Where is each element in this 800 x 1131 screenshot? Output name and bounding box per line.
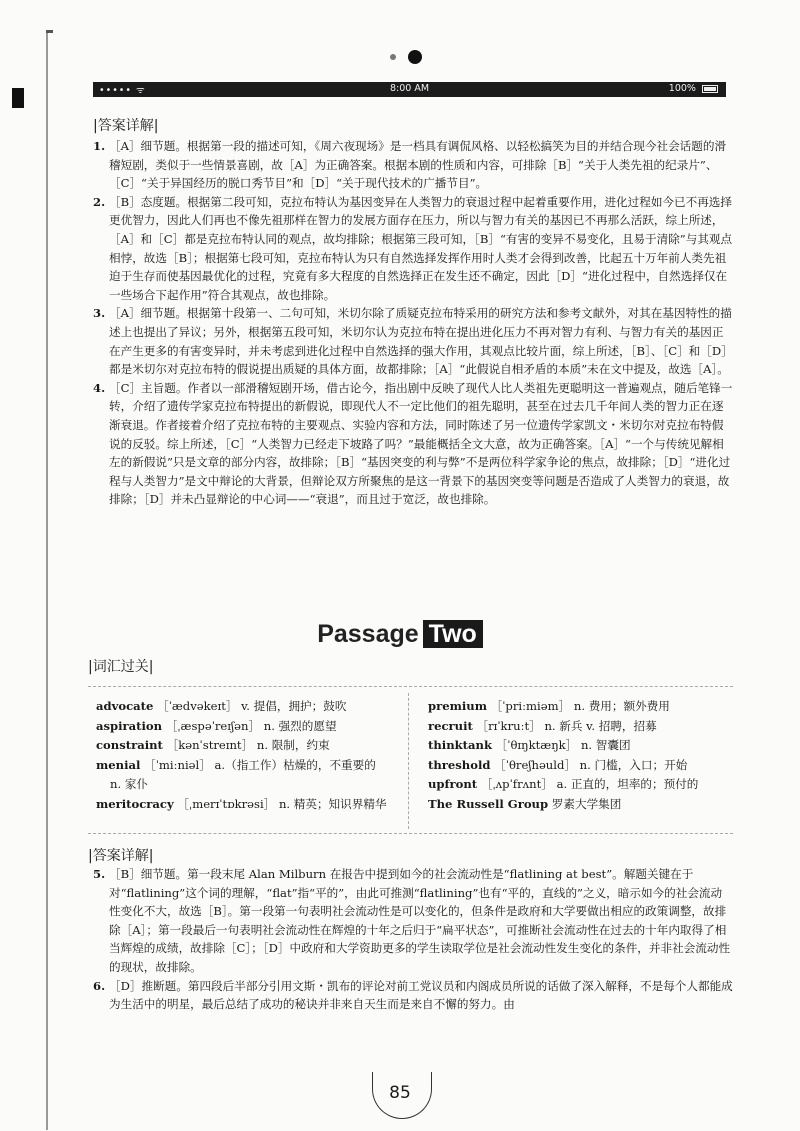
answer-text: ［B］态度题。根据第二段可知，克拉布特认为基因变异在人类智力的衰退过程中起着重要作用，进化过程如今已不再选择更优智力，因此人们再也不像先祖那样在智力的发展方面存在压力，所以与智力有关的基因已不再那么活跃，综上所述，［A］和［C］都是克拉布特认同的观点，故均排除；根据第三段可知，［B］“有害的变异不易变化，且易于清除”与其观点相悖，故选［B］；根据第七段可知，克拉布特认为只有自然选择发挥作用时人类才会得到改善，比起五十万年前人类先祖迫于生存而使基因最优化的过程，究竟有多大程度的自然选择正在发生还不确定，因此［D］“进化过程中，自然选择仅在一些场合下起作用”符合其观点，故也排除。 <box>109 194 733 302</box>
vocab-word: threshold <box>428 757 491 772</box>
answer-list-part1 <box>93 137 733 509</box>
vocab-entry <box>428 736 728 756</box>
vocab-column-right <box>428 697 728 814</box>
answer-number: 2. <box>93 194 106 209</box>
answer-list-part2 <box>93 865 733 1014</box>
device-camera-dot <box>408 50 422 64</box>
vocab-def: ［ˈθɪŋktæŋk］ n. 智囊团 <box>495 738 631 752</box>
answer-number: 1. <box>93 139 106 153</box>
vocab-def: ［ˌmerɪˈtɒkrəsi］ n. 精英；知识界精华 <box>177 796 387 811</box>
answer-text: ［C］主旨题。作者以一部滑稽短剧开场，借古论今，指出剧中反映了现代人比人类祖先更聪明这一普遍观点，随后笔锋一转，介绍了遗传学家克拉布特提出的新假说，即现代人不一定比他们的祖先聪明，甚至在过去几千年间人类的智力正在逐渐衰退。作者接着介绍了克拉布特的主要观点、实验内容和方法，同时陈述了另一位遗传学家凯文・米切尔对克拉布特假说的反驳。综上所述，［C］“人类智力已经走下坡路了吗？”最能概括全文大意，故为正确答案。［A］“一个与传统见解相左的新假说”只是文章的部分内容，故排除；［B］“基因突变的利与弊”不是两位科学家争论的焦点，故排除；［D］“进化过程与人类智力”是文中辩论的大背景，但辩论双方所聚焦的是这一背景下的基因突变等问题是否造成了人类智力的衰退，故排除；［D］并未凸显辩论的中心词——“衰退”，而且过于宽泛，故也排除。 <box>109 380 733 507</box>
vocab-def: ［ˈθreʃhəuld］ n. 门槛，入口；开始 <box>494 757 688 772</box>
vocab-column-left <box>96 697 406 814</box>
answer-item <box>93 137 733 193</box>
vocab-def: ［ˌæspəˈreɪʃən］ n. 强烈的愿望 <box>165 718 337 733</box>
passage-word: Passage <box>317 620 419 648</box>
answer-item <box>93 977 733 1014</box>
section-heading-answers: |答案详解| <box>93 118 159 134</box>
vocab-word: advocate <box>96 699 154 713</box>
section-heading-vocab: |词汇过关| <box>88 659 154 675</box>
answer-number: 3. <box>93 306 106 321</box>
vocab-def: 罗素大学集团 <box>551 796 622 811</box>
vocab-word: menial <box>96 757 141 772</box>
device-sensor-dot <box>390 54 396 60</box>
answer-item <box>93 193 733 305</box>
vocab-entry-continuation <box>96 775 406 795</box>
signal-indicator: ••••• ᯤ <box>99 85 146 96</box>
vocab-word: thinktank <box>428 738 492 752</box>
vocab-entry <box>96 736 406 756</box>
battery-status <box>669 83 718 94</box>
answer-text: ［D］推断题。第四段后半部分引用文斯・凯布的评论对前工党议员和内阁成员所说的话做了深入解释，不是每个人都能成为生活中的明星，最后总结了成功的秘诀并非来自天生而是来自不懈的努力。由 <box>109 978 733 1012</box>
vocab-entry <box>428 697 728 717</box>
vocab-entry <box>96 717 406 737</box>
page-left-rule-cap <box>46 30 53 33</box>
passage-title <box>0 620 800 649</box>
page-number: 85 <box>389 1083 411 1103</box>
battery-icon <box>702 85 718 93</box>
vocab-def: ［ˈædvəkeɪt］ v. 提倡，拥护；鼓吹 <box>157 699 347 713</box>
vocab-word: upfront <box>428 777 478 791</box>
vocab-entry <box>428 775 728 795</box>
answer-number: 6. <box>93 978 106 993</box>
vocab-def: ［ˈmiːniəl］ a.（指工作）枯燥的，不重要的 <box>144 757 376 772</box>
status-time: 8:00 AM <box>389 83 430 94</box>
vocab-word: constraint <box>96 738 163 752</box>
answer-text: ［B］细节题。第一段末尾 Alan Milburn 在报告中提到如今的社会流动性是“flatlining at best”。解题关键在于对“flatlining”这个词的理解，“flat”指“平的”，由此可推测“flatlining”也有“平的，直线的”之义，暗示如今的社会流动性变化不大，故选［B］。第一段第一句表明社会流动性是可以变化的，但条件是政府和大学要做出相应的政策调整，故排除［A］；第一段最后一句表明社会流动性在辉煌的十年之后归于“扁平状态”，可推断社会流动性在过去的十年内取得了相当辉煌的成绩，故排除［C］；［D］中政府和大学资助更多的学生读取学位是社会流动性发生变化的条件，并非社会流动性的现状，故排除。 <box>109 867 731 974</box>
vocab-word: recruit <box>428 718 473 733</box>
vocab-entry <box>96 795 406 815</box>
vocab-entry <box>428 717 728 737</box>
answer-text: ［A］细节题。根据第一段的描述可知，《周六夜现场》是一档具有调侃风格、以轻松搞笑为目的并结合现今社会话题的滑稽短剧，类似于一些情景喜剧，故［A］为正确答案。根据本剧的性质和内容，可排除［B］“关于人类先祖的纪录片”、［C］“关于异国经历的脱口秀节目”和［D］“关于现代技术的广播节目”。 <box>109 139 727 191</box>
vocab-divider <box>408 693 409 829</box>
answer-number: 5. <box>93 867 106 881</box>
answer-item <box>93 865 733 977</box>
page-left-rule <box>46 30 48 1130</box>
left-edge-mark <box>12 88 24 108</box>
vocab-word: meritocracy <box>96 796 174 811</box>
vocab-def: ［rɪˈkruːt］ n. 新兵 v. 招聘，招募 <box>476 718 657 733</box>
vocab-box <box>88 686 733 834</box>
answer-item <box>93 379 733 509</box>
vocab-def: n. 家仆 <box>110 777 149 791</box>
vocab-entry <box>96 697 406 717</box>
answer-item <box>93 304 733 378</box>
vocab-word: The Russell Group <box>428 796 549 811</box>
vocab-word: premium <box>428 699 487 713</box>
vocab-entry <box>428 756 728 776</box>
vocab-entry <box>428 795 728 815</box>
vocab-def: ［kənˈstreɪnt］ n. 限制，约束 <box>166 738 330 752</box>
status-bar <box>93 82 726 97</box>
vocab-def: ［ˈpriːmiəm］ n. 费用；额外费用 <box>490 699 670 713</box>
answer-number: 4. <box>93 380 106 395</box>
passage-number: Two <box>423 620 483 648</box>
battery-percent: 100% <box>668 83 696 94</box>
vocab-def: ［ˌʌpˈfrʌnt］ a. 正直的，坦率的；预付的 <box>480 777 699 791</box>
answer-text: ［A］细节题。根据第十段第一、二句可知，米切尔除了质疑克拉布特采用的研究方法和参考文献外，对其在基因特性的描述上也提出了异议；另外，根据第五段可知，米切尔认为克拉布特在提出进化压力不再对智力有利、与智力有关的基因正在产生更多的有害变异时，并未考虑到进化过程中自然选择的强大作用，其观点比较片面，综上所述，［B］、［C］和［D］都是米切尔对克拉布特的假说提出质疑的具体方面，故都排除；［A］“此假说自相矛盾的本质”未在文中提及，故选［A］。 <box>109 306 733 377</box>
vocab-word: aspiration <box>96 718 163 733</box>
vocab-entry <box>96 756 406 776</box>
section-heading-answers-2: |答案详解| <box>88 848 154 864</box>
